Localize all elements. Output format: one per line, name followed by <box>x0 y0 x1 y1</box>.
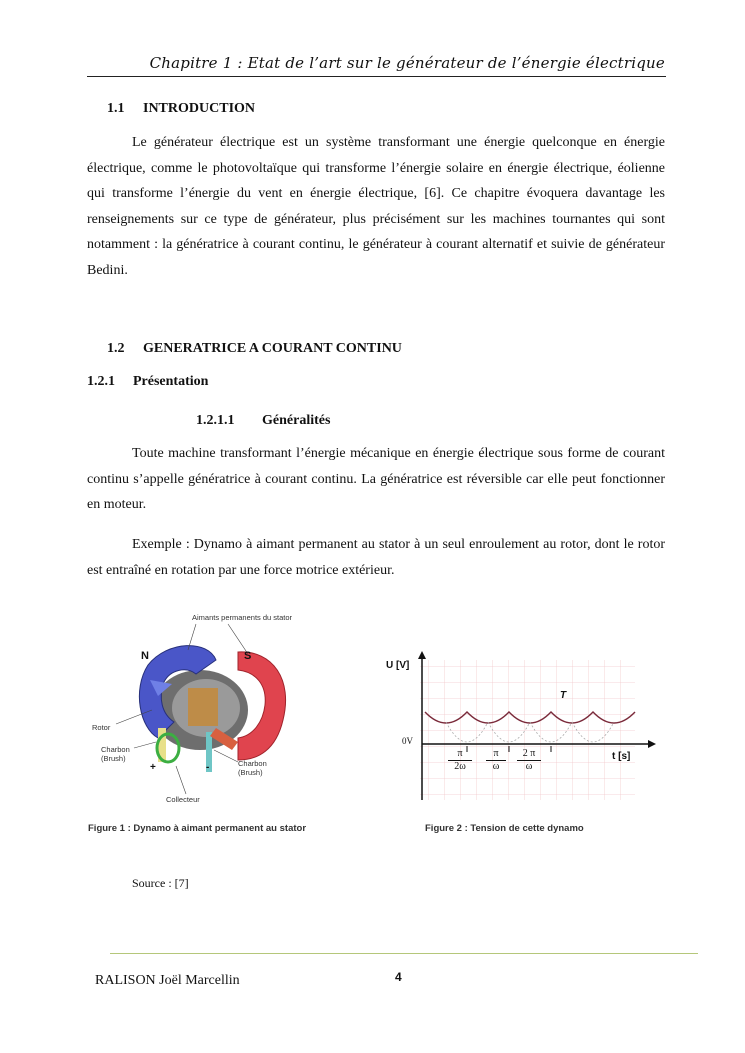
section-title: Généralités <box>262 413 331 428</box>
dynamo-illustration <box>88 610 348 810</box>
figure-2-caption: Figure 2 : Tension de cette dynamo <box>425 823 584 834</box>
rotor-label: Rotor <box>92 723 111 732</box>
header-rule <box>87 76 666 77</box>
section-title: INTRODUCTION <box>143 101 256 116</box>
section-1-2-1-1-heading <box>196 413 330 429</box>
source-note: Source : [7] <box>132 876 189 890</box>
section-1-2-1-heading <box>87 374 208 390</box>
page-header-title: Chapitre 1 : Etat de l’art sur le générateur de l’énergie électrique <box>149 54 665 72</box>
tick-1: π 2ω <box>448 748 472 773</box>
grid <box>420 660 635 800</box>
south-label: S <box>244 650 252 662</box>
section-title: GENERATRICE A COURANT CONTINU <box>143 341 402 356</box>
section-1-2-heading <box>107 341 402 357</box>
exemple-paragraph: Exemple : Dynamo à aimant permanent au stator à un seul enroulement au rotor, dont le rotor est entraîné en rotation par une force motrice extérieur. <box>87 537 665 578</box>
period-label: T <box>560 690 567 701</box>
footer-author: RALISON Joël Marcellin <box>95 973 240 988</box>
section-number: 1.2.1.1 <box>196 413 235 428</box>
north-label: N <box>141 650 149 662</box>
footer-rule <box>110 953 698 954</box>
plus-label: + <box>150 762 156 773</box>
magnets-label: Aimants permanents du stator <box>192 613 293 622</box>
brush-right-label-1: Charbon <box>238 759 267 768</box>
section-number: 1.2.1 <box>87 374 115 389</box>
section-number: 1.2 <box>107 341 125 356</box>
section-number: 1.1 <box>107 101 125 116</box>
figure-1-dynamo <box>88 610 348 810</box>
intro-paragraph: Le générateur électrique est un système transformant une énergie quelconque en énergie électrique, comme le photovoltaïque qui transforme l’énergie solaire en énergie électrique, éolienne qui transforme l’énergie du vent en énergie électrique, [6]. Ce chapitre évoquera davantage les renseignements sur ce type de générateur, plus précisément sur les machines tournantes qui sont notamment : la génératrice à courant continu, le générateur à courant alternatif et suivie de générateur Bedini. <box>87 135 665 278</box>
y-axis-label: U [V] <box>386 660 410 671</box>
tick-2: π ω <box>486 748 506 773</box>
figure-1-caption: Figure 1 : Dynamo à aimant permanent au stator <box>88 823 307 834</box>
minus-label: - <box>206 762 210 773</box>
voltage-graph <box>380 650 660 805</box>
brush-right-label-2: (Brush) <box>238 768 263 777</box>
section-title: Présentation <box>133 374 209 389</box>
brush-left-label-2: (Brush) <box>101 754 126 763</box>
generalites-paragraph: Toute machine transformant l’énergie mécanique en énergie électrique sous forme de courant continu s’appelle génératrice à courant continu. La génératrice est réversible car elle peut fonctionner en moteur. <box>87 446 665 512</box>
winding <box>188 688 218 726</box>
origin-label: 0V <box>402 736 413 746</box>
section-1-1-heading <box>107 101 255 117</box>
x-axis-label: t [s] <box>612 751 631 762</box>
brush-left-label-1: Charbon <box>101 745 130 754</box>
figure-2-voltage <box>380 650 660 805</box>
collector-label: Collecteur <box>166 795 200 804</box>
page-number: 4 <box>395 970 402 984</box>
tick-3: 2 π ω <box>517 748 541 773</box>
